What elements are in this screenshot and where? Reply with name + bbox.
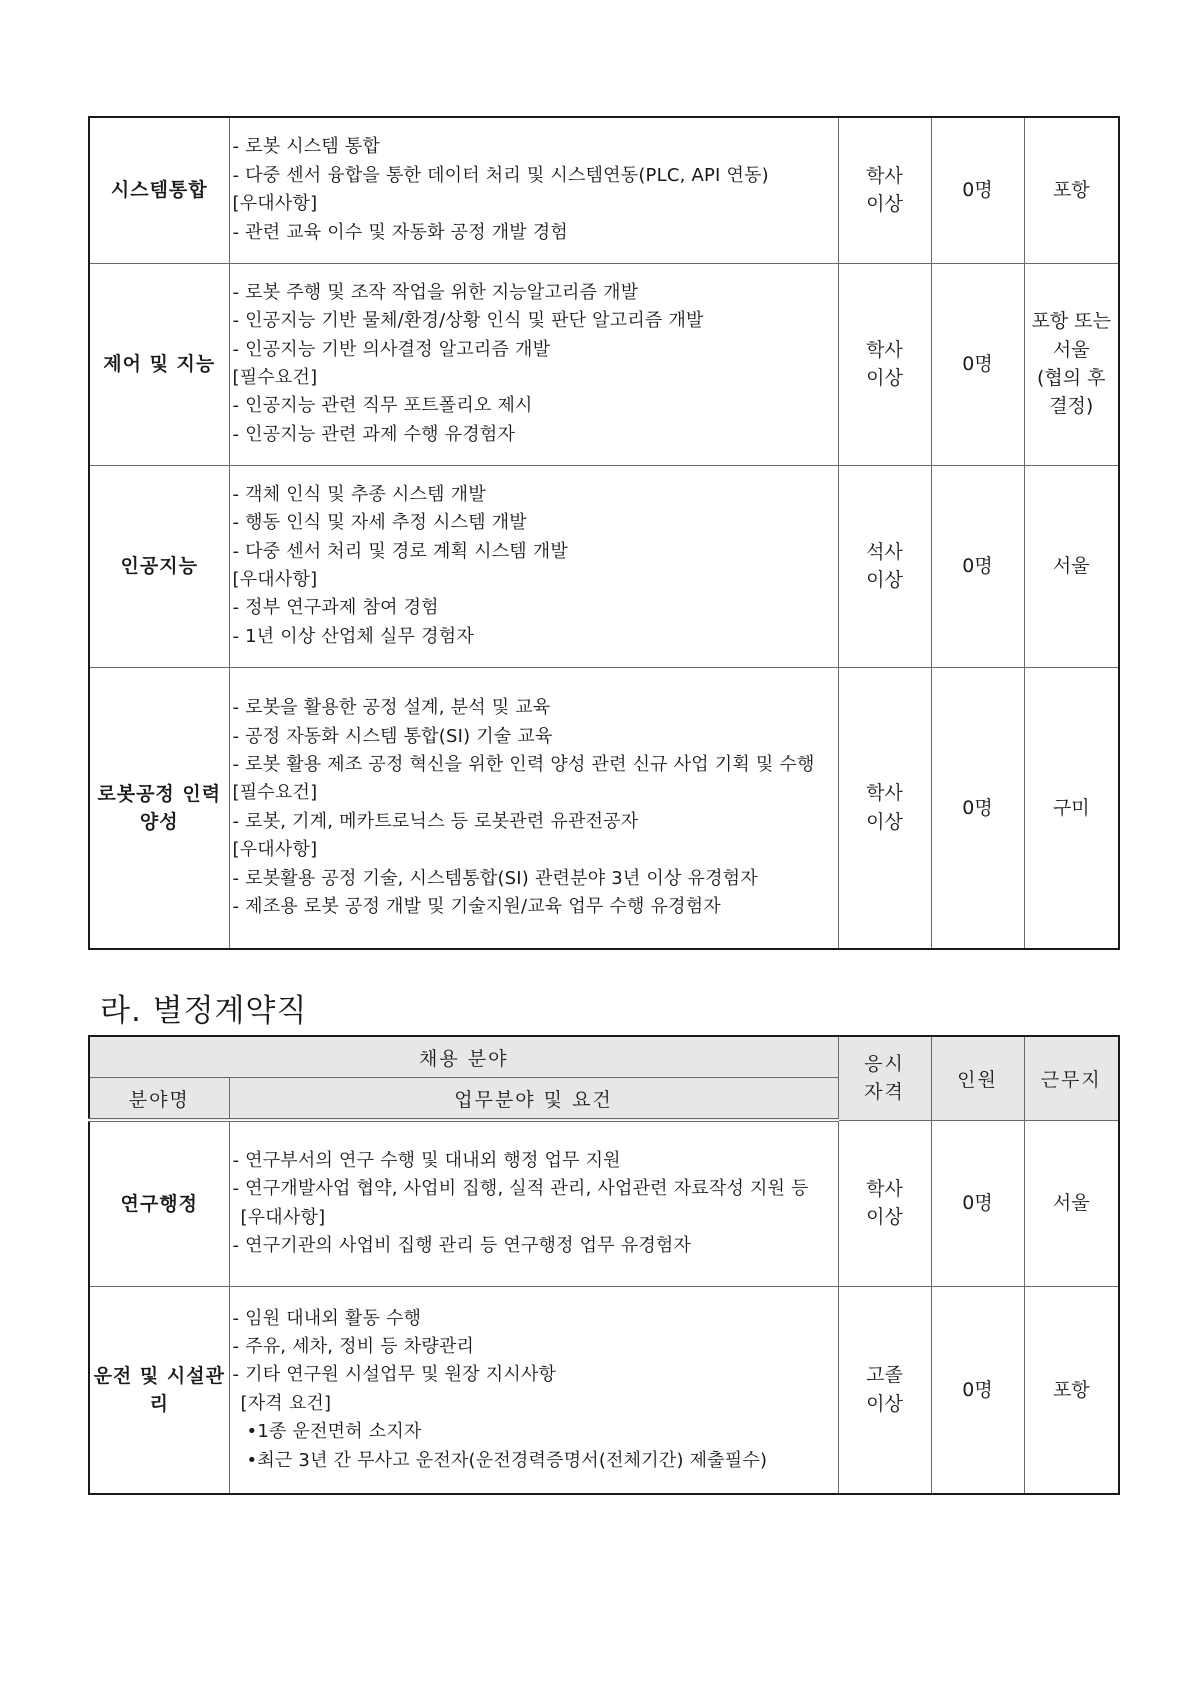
duty-line: - 연구기관의 사업비 집행 관리 등 연구행정 업무 유경험자: [232, 1235, 692, 1257]
field-name: 로봇공정: [97, 782, 175, 805]
location: (협의 후: [1036, 367, 1106, 389]
duty-line: - 주유, 세차, 정비 등 차량관리: [232, 1335, 475, 1357]
duty-line: - 행동 인식 및 자세 추정 시스템 개발: [232, 512, 527, 534]
table-row: [89, 1286, 1119, 1494]
header-field-name: 분야명: [89, 1078, 229, 1121]
field-name-cell: [89, 1120, 229, 1286]
location-cell: [1024, 263, 1119, 465]
headcount: 0명: [962, 796, 993, 819]
qualification-cell: [838, 667, 931, 949]
header-duties: 업무분야 및 요건: [229, 1078, 838, 1121]
duty-line: •최근 3년 간 무사고 운전자(운전경력증명서(전체기간) 제출필수): [246, 1449, 768, 1471]
location-cell: [1024, 117, 1119, 263]
headcount-cell: [931, 465, 1024, 667]
duties-cell: [229, 465, 838, 667]
duty-line: - 공정 자동화 시스템 통합(SI) 기술 교육: [232, 725, 553, 747]
headcount-cell: [931, 1120, 1024, 1286]
qualification-cell: [838, 1120, 931, 1286]
header-qualification-line: 자격: [864, 1081, 905, 1104]
duty-line: •1종 운전면허 소지자: [246, 1421, 422, 1443]
duty-line: [자격 요건]: [240, 1392, 332, 1414]
location: 서울: [1052, 338, 1090, 361]
duty-line: - 로봇 시스템 통합: [232, 136, 381, 158]
headcount-cell: [931, 263, 1024, 465]
table-row: [89, 465, 1119, 667]
duty-line: - 인공지능 기반 의사결정 알고리즘 개발: [232, 338, 551, 360]
field-name-cell: [89, 117, 229, 263]
headcount: 0명: [962, 179, 993, 202]
headcount-cell: [931, 667, 1024, 949]
duty-line: - 기타 연구원 시설업무 및 원장 지시사항: [232, 1364, 557, 1386]
header-location: 근무지: [1024, 1036, 1119, 1120]
field-name-cell: [89, 667, 229, 949]
qualification-level: 이상: [866, 1392, 903, 1415]
qualification-cell: [838, 465, 931, 667]
headcount: 0명: [962, 1191, 993, 1214]
duty-line: - 연구개발사업 협약, 사업비 집행, 실적 관리, 사업관련 자료작성 지원 등: [232, 1178, 809, 1200]
header-qualification: [838, 1036, 931, 1120]
duty-line: - 제조용 로봇 공정 개발 및 기술지원/교육 업무 수행 유경험자: [232, 895, 721, 917]
duty-line: - 로봇, 기계, 메카트로닉스 등 로봇관련 유관전공자: [232, 810, 639, 832]
duty-line: - 관련 교육 이수 및 자동화 공정 개발 경험: [232, 221, 568, 243]
table-row: [89, 263, 1119, 465]
location: 포항 또는: [1031, 310, 1111, 333]
headcount: 0명: [962, 1378, 993, 1401]
duties-cell: [229, 263, 838, 465]
header-field-group: 채용 분야: [89, 1036, 838, 1078]
qualification-degree: 학사: [866, 1177, 903, 1200]
field-name: 시스템통합: [110, 179, 208, 202]
duty-line: - 임원 대내외 활동 수행: [232, 1307, 422, 1329]
location: 구미: [1052, 796, 1090, 819]
table-row: [89, 667, 1119, 949]
duty-line: - 로봇 활용 제조 공정 혁신을 위한 인력 양성 관련 신규 사업 기획 및 수행: [232, 753, 815, 775]
location: 포항: [1052, 1378, 1090, 1401]
qualification-cell: [838, 117, 931, 263]
duties-cell: [229, 1286, 838, 1494]
table-row: [89, 1120, 1119, 1286]
duty-line: - 다중 센서 융합을 통한 데이터 처리 및 시스템연동(PLC, API 연동): [232, 164, 769, 186]
duty-line: - 연구부서의 연구 수행 및 대내외 행정 업무 지원: [232, 1149, 621, 1171]
field-name: 운전 및: [93, 1364, 160, 1387]
qualification-degree: 학사: [866, 782, 903, 805]
qualification-level: 이상: [866, 569, 903, 591]
location-cell: [1024, 465, 1119, 667]
qualification-level: 이상: [866, 193, 903, 216]
section-title: 라. 별정계약직: [100, 993, 308, 1029]
field-name: 인력양성: [139, 782, 222, 833]
duty-line: [우대사항]: [232, 193, 318, 215]
qualification-level: 이상: [866, 1206, 903, 1228]
duty-line: - 객체 인식 및 추종 시스템 개발: [232, 483, 486, 505]
duty-line: [우대사항]: [232, 569, 318, 590]
duties-cell: [229, 117, 838, 263]
duty-line: - 1년 이상 산업체 실무 경험자: [232, 625, 474, 647]
field-name-cell: [89, 1286, 229, 1494]
duty-line: - 로봇을 활용한 공정 설계, 분석 및 교육: [232, 697, 551, 719]
header-headcount: 인원: [931, 1036, 1024, 1120]
qualification-degree: 학사: [866, 164, 903, 187]
qualification-degree: 학사: [866, 338, 903, 361]
duty-line: [필수요건]: [232, 782, 318, 804]
duty-line: - 인공지능 기반 물체/환경/상황 인식 및 판단 알고리즘 개발: [232, 310, 704, 332]
duty-line: - 정부 연구과제 참여 경험: [232, 597, 439, 619]
duty-line: - 인공지능 관련 과제 수행 유경험자: [232, 423, 516, 445]
location: 포항: [1052, 179, 1090, 202]
qualification-cell: [838, 263, 931, 465]
headcount-cell: [931, 117, 1024, 263]
location: 서울: [1052, 554, 1090, 577]
header-row: [89, 1036, 1119, 1078]
qualification-cell: [838, 1286, 931, 1494]
duty-line: - 로봇 주행 및 조작 작업을 위한 지능알고리즘 개발: [232, 281, 639, 303]
recruitment-table-research: [88, 116, 1120, 950]
headcount: 0명: [962, 554, 993, 577]
qualification-level: 이상: [866, 810, 903, 833]
headcount: 0명: [962, 352, 993, 375]
headcount-cell: [931, 1286, 1024, 1494]
qualification-degree: 석사: [866, 540, 903, 563]
location-cell: [1024, 1286, 1119, 1494]
duties-cell: [229, 1120, 838, 1286]
duty-line: [우대사항]: [232, 839, 318, 861]
qualification-degree: 고졸: [866, 1364, 903, 1387]
table-row: [89, 117, 1119, 263]
field-name: 연구행정: [120, 1192, 198, 1215]
location-cell: [1024, 667, 1119, 949]
field-name: 시설관리: [149, 1364, 225, 1415]
location: 결정): [1049, 395, 1094, 418]
duty-line: - 인공지능 관련 직무 포트폴리오 제시: [232, 395, 533, 417]
field-name-cell: [89, 465, 229, 667]
location: 서울: [1052, 1191, 1090, 1214]
duties-cell: [229, 667, 838, 949]
field-name: 인공지능: [120, 555, 198, 577]
duty-line: - 로봇활용 공정 기술, 시스템통합(SI) 관련분야 3년 이상 유경험자: [232, 867, 758, 889]
qualification-level: 이상: [866, 367, 903, 389]
duty-line: [우대사항]: [240, 1206, 326, 1228]
duty-line: [필수요건]: [232, 367, 318, 388]
duty-line: - 다중 센서 처리 및 경로 계획 시스템 개발: [232, 540, 568, 562]
field-name: 제어 및 지능: [103, 353, 216, 375]
recruitment-table-contract: [88, 1035, 1120, 1495]
field-name-cell: [89, 263, 229, 465]
location-cell: [1024, 1120, 1119, 1286]
header-qualification-line: 응시: [864, 1053, 905, 1076]
